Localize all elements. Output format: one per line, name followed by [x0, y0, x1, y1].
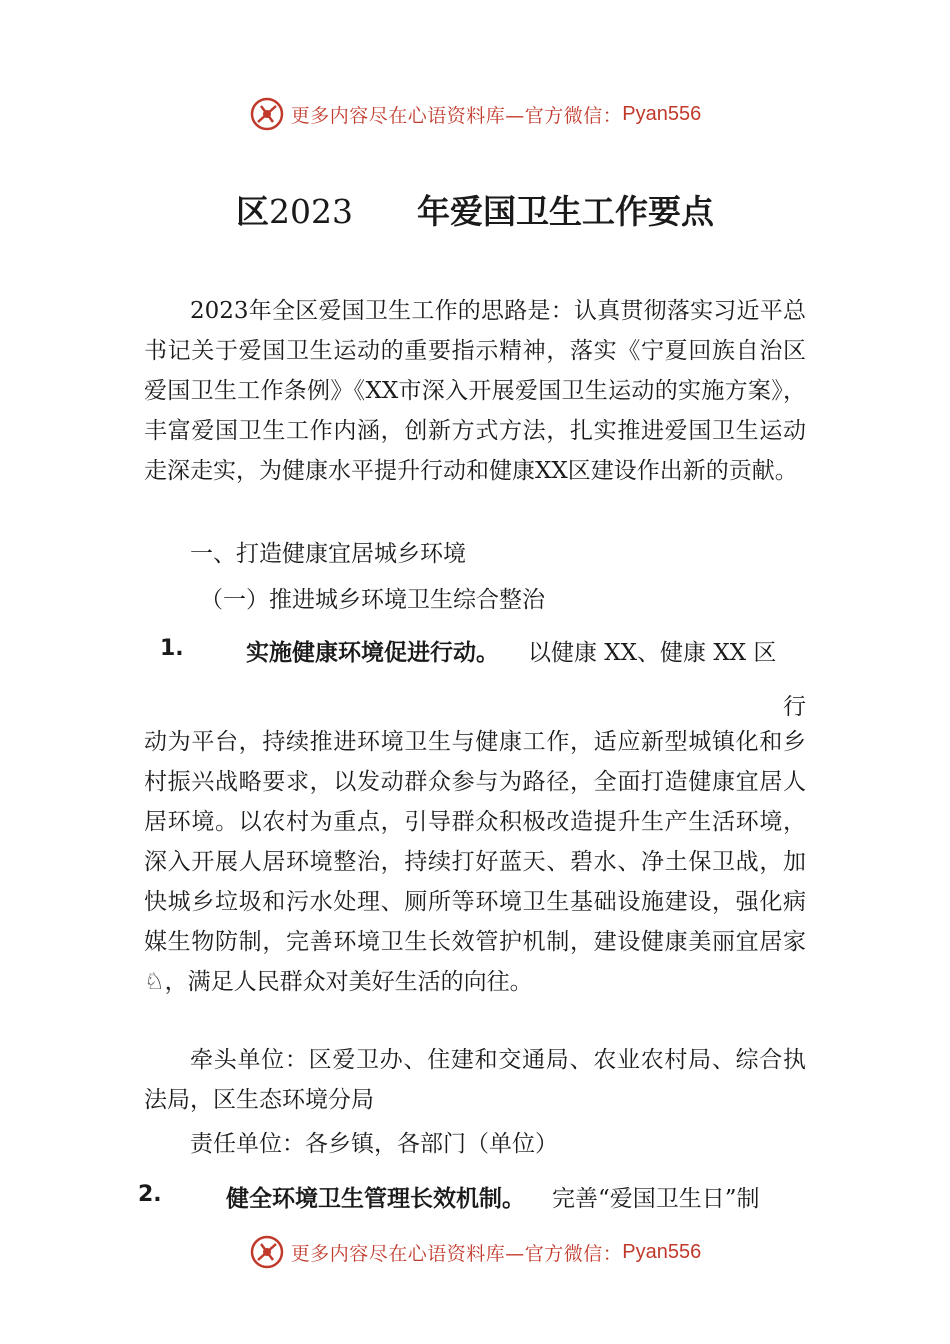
intro-paragraph: 2023年全区爱国卫生工作的思路是：认真贯彻落实习近平总书记关于爱国卫生运动的重要指示精神，落实《宁夏回族自治区爱国卫生工作条例》《XX市深入开展爱国卫生运动的实施方案》，丰富爱国卫生工作内涵，创新方式方法，扎实推进爱国卫生运动走深走实，为健康水平提升行动和健康XX区建设作出新的贡献。: [144, 298, 806, 484]
item2-number: 2.: [138, 1182, 162, 1207]
page-title: [0, 186, 950, 233]
title-prefix: 区: [236, 192, 269, 231]
resp-units: 责任单位：各乡镇，各部门（单位）: [190, 1131, 558, 1157]
seal-logo-icon: [249, 1234, 285, 1270]
item1-body-block: [144, 722, 806, 1002]
watermark-banner-top: [0, 92, 950, 136]
item2-bold-title: 健全环境卫生管理长效机制。: [226, 1186, 525, 1212]
item2-heading-rest: 完善“爱国卫生日”制: [552, 1186, 760, 1212]
watermark-text: 更多内容尽在心语资料库—官方微信：: [290, 1242, 623, 1265]
title-main: 年爱国卫生工作要点: [416, 192, 714, 231]
lead-units: 牵头单位：区爱卫办、住建和交通局、农业农村局、综合执法局，区生态环境分局: [144, 1047, 806, 1113]
watermark-text: 更多内容尽在心语资料库—官方微信：: [290, 104, 623, 127]
item1-number: 1.: [160, 636, 184, 661]
title-year: 2023: [269, 192, 353, 231]
item1-heading-rest: 以健康 XX、健康 XX 区: [528, 640, 777, 666]
item1-bold-title: 实施健康环境促进行动。: [246, 640, 499, 666]
item1-body: 动为平台，持续推进环境卫生与健康工作，适应新型城镇化和乡村振兴战略要求，以发动群众参与为路径，全面打造健康宜居人居环境。以农村为重点，引导群众积极改造提升生产生活环境，深入开展人居环境整治，持续打好蓝天、碧水、净土保卫战，加快城乡垃圾和污水处理、厕所等环境卫生基础设施建设，强化病媒生物防制，完善环境卫生长效管护机制，建设健康美丽宜居家♘，满足人民群众对美好生活的向往。: [144, 729, 806, 995]
lead-units-block: [144, 1040, 806, 1120]
item1-wrap-char: 行: [783, 694, 806, 720]
resp-units-block: [144, 1124, 806, 1164]
intro-block: [144, 291, 806, 491]
subsection-heading: （一）推进城乡环境卫生综合整治: [200, 587, 545, 613]
section-heading-block: [144, 534, 806, 574]
watermark-wechat-id: Pyan556: [622, 102, 702, 125]
section-heading: 一、打造健康宜居城乡环境: [190, 541, 466, 567]
watermark-banner-bottom: [0, 1230, 950, 1274]
subsection-heading-block: [200, 580, 800, 620]
watermark-wechat-id: Pyan556: [622, 1240, 702, 1263]
seal-logo-icon: [249, 96, 285, 132]
